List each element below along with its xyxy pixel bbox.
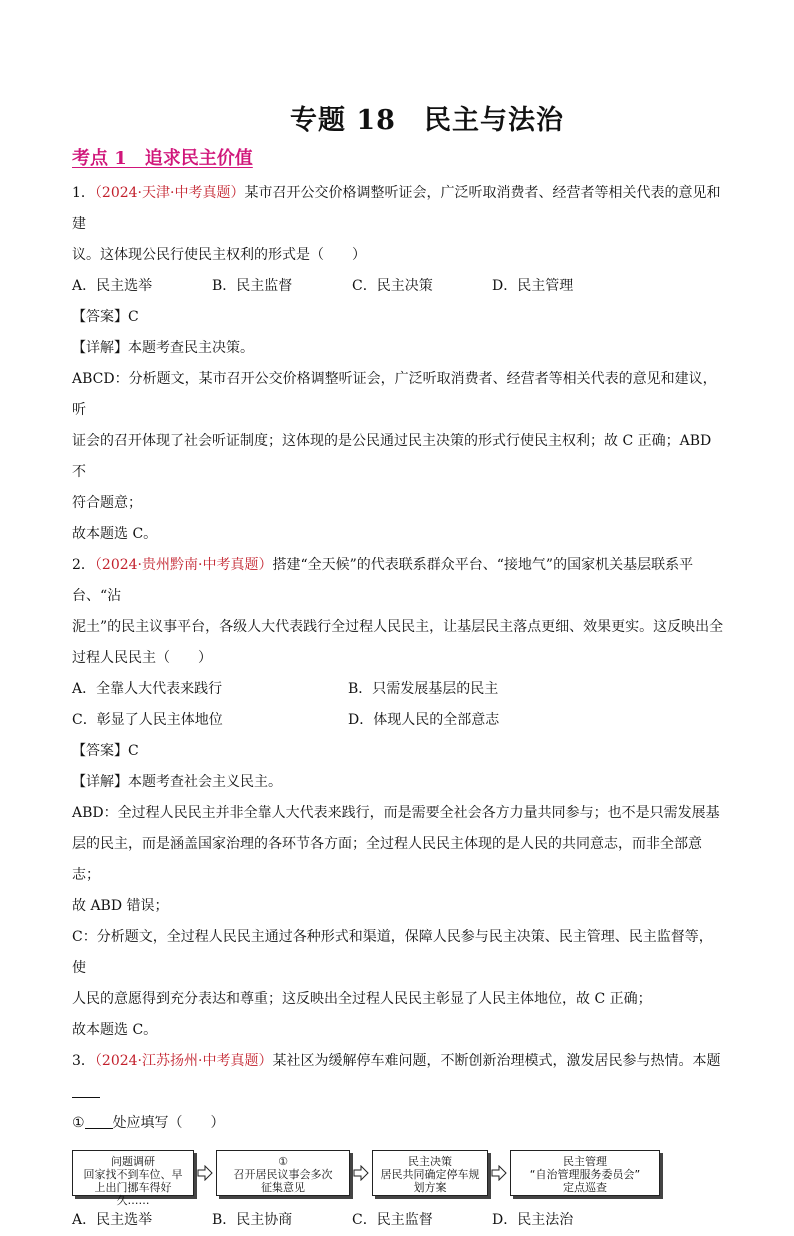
q1-conclusion: 故本题选 C。: [72, 526, 158, 542]
q3-stem-cont: ① 处应填写（ ）: [72, 1115, 225, 1131]
answer-blank[interactable]: [72, 1083, 100, 1098]
q2-analysis-4: C：分析题文，全过程人民民主通过各种形式和渠道，保障人民参与民主决策、民主管理、民主监督等，使: [72, 929, 713, 976]
q1-source: （2024·天津·中考真题）: [94, 185, 245, 201]
q2-answer: 【答案】C: [72, 743, 139, 759]
q2-conclusion: 故本题选 C。: [72, 1022, 158, 1038]
q2-analysis-2: 层的民主，而是涵盖国家治理的各环节各方面；全过程人民民主体现的是人民的共同意志，而非全部意志；: [72, 836, 702, 883]
question-content: [72, 178, 724, 1236]
q1-option-b[interactable]: B．民主监督: [212, 278, 293, 294]
flow-diagram: [72, 1145, 724, 1207]
section-heading: 考点 1 追求民主价值: [72, 148, 253, 169]
q1-option-d[interactable]: D．民主管理: [492, 278, 574, 294]
q3-option-d[interactable]: D．民主法治: [492, 1212, 574, 1228]
q2-stem-cont: 泥土”的民主议事平台，各级人大代表践行全过程人民民主，让基层民主落点更细、效果更实。这反映出全: [72, 619, 724, 635]
flow-step-3: 民主决策 居民共同确定停车规 划方案: [372, 1150, 488, 1196]
q2-option-a[interactable]: A．全靠人大代表来践行: [72, 681, 223, 697]
arrow-right-icon: [350, 1162, 372, 1184]
q2-options-row1: [72, 674, 724, 705]
flow-step-4: 民主管理 “自治管理服务委员会” 定点巡查: [510, 1150, 660, 1196]
q2-stem-cont-2: 过程人民民主（ ）: [72, 650, 212, 666]
page-title: 专题 18 民主与法治: [290, 105, 564, 136]
q1-stem: 1．（2024·天津·中考真题）某市召开公交价格调整听证会，广泛听取消费者、经营者等相关代表的意见和建: [72, 185, 721, 232]
q2-analysis-5: 人民的意愿得到充分表达和尊重；这反映出全过程人民民主彰显了人民主体地位，故 C 正确；: [72, 991, 652, 1007]
arrow-right-icon: [488, 1162, 510, 1184]
q2-analysis-1: ABD：全过程人民民主并非全靠人大代表来践行，而是需要全社会各方力量共同参与；也不是只需发展基: [72, 805, 720, 821]
q1-analysis-3: 符合题意；: [72, 495, 142, 511]
q1-option-c[interactable]: C．民主决策: [352, 278, 433, 294]
q2-source: （2024·贵州黔南·中考真题）: [94, 557, 273, 573]
q1-analysis-1: ABCD：分析题文，某市召开公交价格调整听证会，广泛听取消费者、经营者等相关代表的意见和建议，听: [72, 371, 717, 418]
q3-source: （2024·江苏扬州·中考真题）: [94, 1053, 273, 1069]
q2-option-c[interactable]: C．彰显了人民主体地位: [72, 712, 223, 728]
flow-step-2: ① 召开居民议事会多次 征集意见: [216, 1150, 350, 1196]
q3-option-a[interactable]: A．民主选举: [72, 1212, 153, 1228]
flow-step-1: 问题调研 回家找不到车位、早 上出门挪车得好久……: [72, 1150, 194, 1196]
arrow-right-icon: [194, 1162, 216, 1184]
q1-detail: 【详解】本题考查民主决策。: [72, 340, 254, 356]
q3-options: [72, 1205, 724, 1236]
q1-answer: 【答案】C: [72, 309, 139, 325]
q2-option-d[interactable]: D．体现人民的全部意志: [348, 712, 500, 728]
q2-option-b[interactable]: B．只需发展基层的民主: [348, 681, 499, 697]
q2-analysis-3: 故 ABD 错误；: [72, 898, 169, 914]
q3-stem: 3．（2024·江苏扬州·中考真题）某社区为缓解停车难问题，不断创新治理模式，激发居民参与热情。本题: [72, 1046, 724, 1108]
q1-stem-cont: 议。这体现公民行使民主权利的形式是（ ）: [72, 247, 366, 263]
q2-options-row2: [72, 705, 724, 736]
q3-option-b[interactable]: B．民主协商: [212, 1212, 293, 1228]
q2-stem: 2．（2024·贵州黔南·中考真题）搭建“全天候”的代表联系群众平台、“接地气”的国家机关基层联系平台、“沾: [72, 557, 694, 604]
q1-option-a[interactable]: A．民主选举: [72, 278, 153, 294]
q3-option-c[interactable]: C．民主监督: [352, 1212, 433, 1228]
q1-analysis-2: 证会的召开体现了社会听证制度；这体现的是公民通过民主决策的形式行使民主权利；故 C 正确；ABD 不: [72, 433, 712, 480]
answer-blank[interactable]: [85, 1114, 113, 1129]
q1-options: [72, 271, 724, 302]
q2-detail: 【详解】本题考查社会主义民主。: [72, 774, 282, 790]
